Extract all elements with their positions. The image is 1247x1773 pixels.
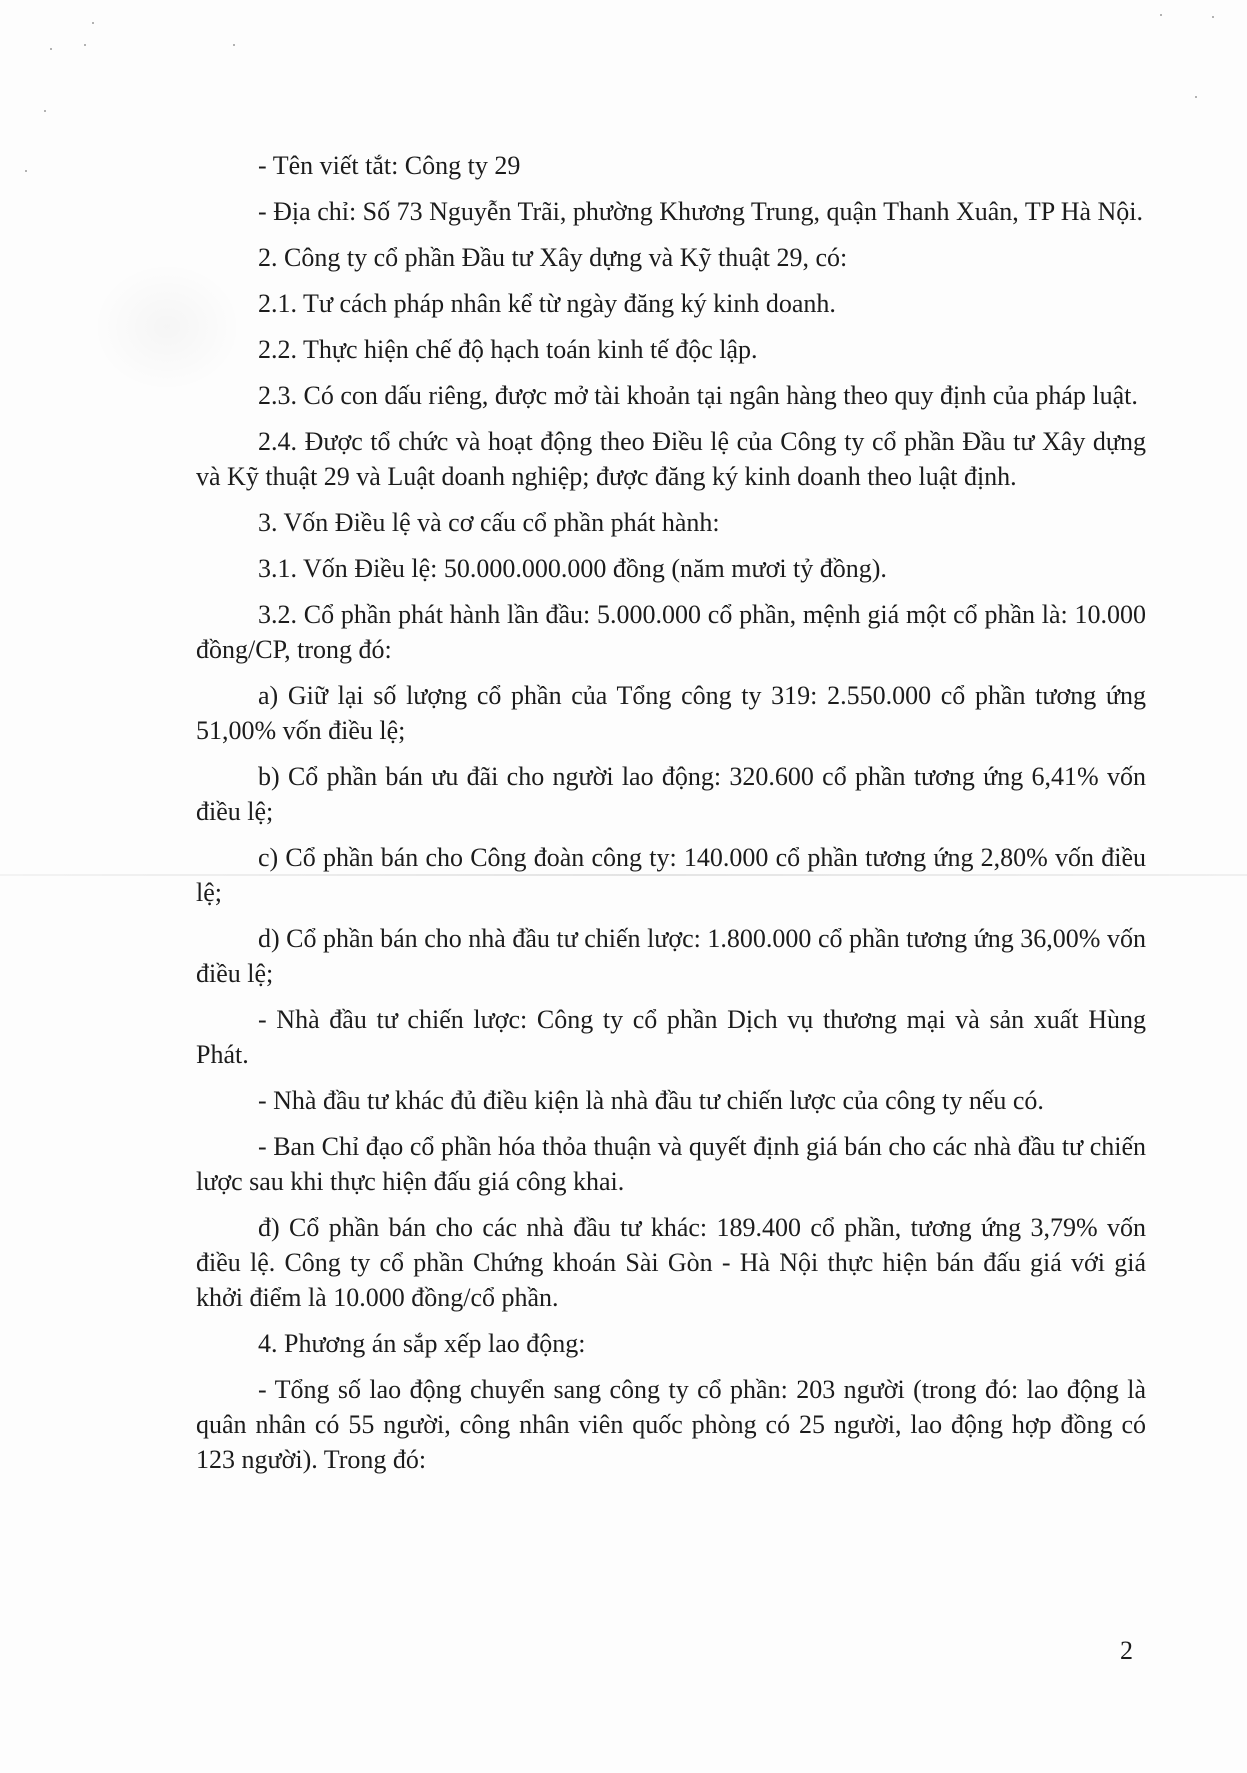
scan-speck bbox=[92, 22, 94, 24]
scan-speck bbox=[1212, 16, 1214, 18]
section-2-heading: 2. Công ty cổ phần Đầu tư Xây dựng và Kỹ thuật 29, có: bbox=[258, 243, 848, 272]
item-a: a) Giữ lại số lượng cổ phần của Tổng công ty 319: 2.550.000 cổ phần tương ứng 51,00% vốn điều lệ; bbox=[196, 681, 1146, 745]
scan-speck bbox=[1195, 96, 1197, 98]
labor-total-line: - Tổng số lao động chuyển sang công ty cổ phần: 203 người (trong đó: lao động là quân nhân có 55 người, công nhân viên quốc phòng có 25 người, lao động hợp đồng có 123 người). Trong đó: bbox=[196, 1375, 1146, 1474]
item-2-2: 2.2. Thực hiện chế độ hạch toán kinh tế độc lập. bbox=[258, 335, 758, 364]
section-3-heading: 3. Vốn Điều lệ và cơ cấu cổ phần phát hành: bbox=[258, 508, 720, 537]
section-4-heading: 4. Phương án sắp xếp lao động: bbox=[258, 1329, 586, 1358]
item-2-3: 2.3. Có con dấu riêng, được mở tài khoản tại ngân hàng theo quy định của pháp luật. bbox=[258, 381, 1138, 410]
item-dd: đ) Cổ phần bán cho các nhà đầu tư khác: 189.400 cổ phần, tương ứng 3,79% vốn điều lệ. Công ty cổ phần Chứng khoán Sài Gòn - Hà Nội thực hiện bán đấu giá với giá khởi điểm là 10.000 đồng/cổ phần. bbox=[196, 1213, 1146, 1312]
steering-committee-line: - Ban Chỉ đạo cổ phần hóa thỏa thuận và quyết định giá bán cho các nhà đầu tư chiến lược sau khi thực hiện đấu giá công khai. bbox=[196, 1132, 1146, 1196]
strategic-investor-line: - Nhà đầu tư chiến lược: Công ty cổ phần Dịch vụ thương mại và sản xuất Hùng Phát. bbox=[196, 1005, 1146, 1069]
item-b: b) Cổ phần bán ưu đãi cho người lao động: 320.600 cổ phần tương ứng 6,41% vốn điều lệ; bbox=[196, 762, 1146, 826]
scan-speck bbox=[44, 110, 46, 112]
scan-speck bbox=[50, 48, 52, 50]
address-line: - Địa chỉ: Số 73 Nguyễn Trãi, phường Khương Trung, quận Thanh Xuân, TP Hà Nội. bbox=[258, 197, 1144, 226]
item-2-4: 2.4. Được tổ chức và hoạt động theo Điều lệ của Công ty cổ phần Đầu tư Xây dựng và Kỹ thuật 29 và Luật doanh nghiệp; được đăng ký kinh doanh theo luật định. bbox=[196, 427, 1146, 491]
item-c: c) Cổ phần bán cho Công đoàn công ty: 140.000 cổ phần tương ứng 2,80% vốn điều lệ; bbox=[196, 843, 1146, 907]
page-number: 2 bbox=[1120, 1636, 1133, 1665]
item-2-1: 2.1. Tư cách pháp nhân kể từ ngày đăng ký kinh doanh. bbox=[258, 289, 836, 318]
item-d: d) Cổ phần bán cho nhà đầu tư chiến lược: 1.800.000 cổ phần tương ứng 36,00% vốn điều lệ; bbox=[196, 924, 1146, 988]
item-3-1: 3.1. Vốn Điều lệ: 50.000.000.000 đồng (năm mươi tỷ đồng). bbox=[258, 554, 887, 583]
other-investor-line: - Nhà đầu tư khác đủ điều kiện là nhà đầu tư chiến lược của công ty nếu có. bbox=[258, 1086, 1044, 1115]
scan-speck bbox=[25, 170, 27, 172]
scan-speck bbox=[233, 44, 235, 46]
item-3-2: 3.2. Cổ phần phát hành lần đầu: 5.000.000 cổ phần, mệnh giá một cổ phần là: 10.000 đồng/CP, trong đó: bbox=[196, 600, 1146, 664]
scan-speck bbox=[1160, 14, 1162, 16]
abbreviated-name-line: - Tên viết tắt: Công ty 29 bbox=[258, 151, 521, 180]
document-body bbox=[196, 148, 1146, 1488]
scan-speck bbox=[84, 44, 86, 46]
